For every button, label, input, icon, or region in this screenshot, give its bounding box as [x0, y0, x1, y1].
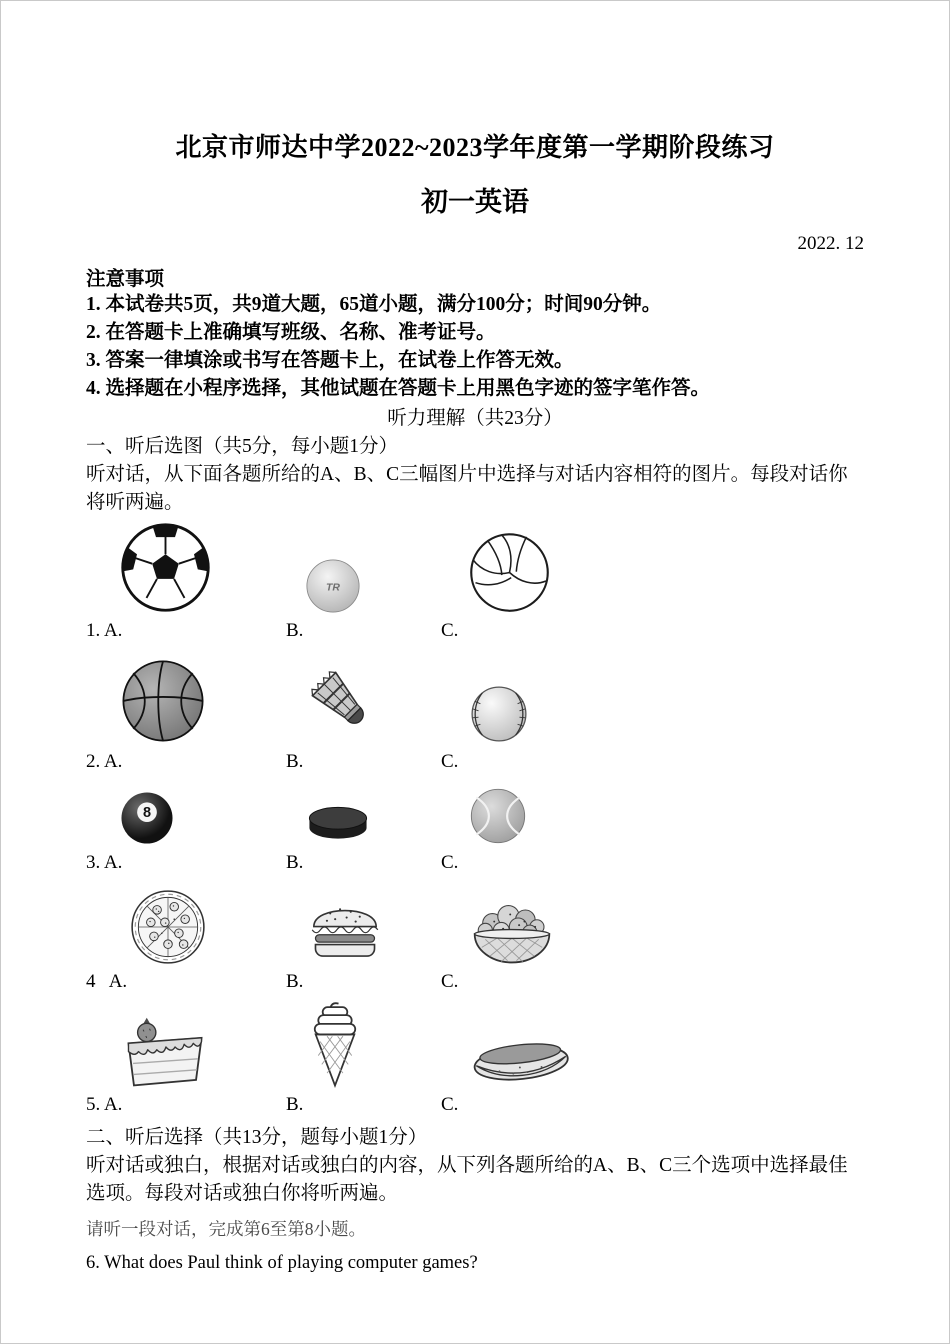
q1-option-b [286, 529, 441, 642]
eight-ball-icon [118, 789, 176, 847]
tennis-ball-icon [467, 785, 529, 847]
pizza-icon [118, 888, 218, 966]
question-row-5 [86, 1005, 864, 1116]
option-label-4a: 4 A. [86, 971, 128, 992]
salad-bowl-icon [467, 886, 557, 966]
part2-block [86, 1124, 864, 1276]
part1-instructions: 听对话，从下面各题所给的A、B、C三幅图片中选择与对话内容相符的图片。每段对话你将听两遍。 [86, 464, 848, 513]
q1-option-a [86, 529, 286, 642]
badminton-shuttlecock-icon [304, 664, 386, 746]
q2-option-a [86, 654, 286, 773]
hockey-puck-icon [304, 799, 372, 847]
option-label-4b: B. [286, 971, 304, 992]
q5-option-c [441, 1005, 864, 1116]
question-row-4 [86, 886, 864, 993]
question-6: 6. What does Paul think of playing computer games? [86, 1253, 478, 1273]
option-label-5b: B. [286, 1094, 304, 1115]
notices-heading: 注意事项 [86, 269, 165, 290]
q3-option-a [86, 785, 286, 874]
q4-option-b [286, 886, 441, 993]
cake-slice-icon [118, 1005, 212, 1089]
hot-dog-icon [467, 1033, 575, 1089]
table-tennis-ball-icon [304, 557, 362, 615]
svg-text:8: 8 [142, 804, 152, 821]
option-label-5a: 5. A. [86, 1094, 123, 1115]
soccer-ball-icon [118, 520, 213, 615]
q5-option-a [86, 1005, 286, 1116]
option-label-3a: 3. A. [86, 852, 123, 873]
q2-option-c [441, 654, 864, 773]
option-label-5c: C. [441, 1094, 459, 1115]
ice-cream-cone-icon [304, 1001, 366, 1089]
option-label-2b: B. [286, 751, 304, 772]
question-row-3 [86, 785, 864, 874]
option-label-4c: C. [441, 971, 459, 992]
baseball-icon [467, 682, 531, 746]
listening-section-heading: 听力理解（共23分） [387, 408, 563, 429]
part2-instructions: 听对话或独白，根据对话或独白的内容，从下列各题所给的A、B、C三个选项中选择最佳选项。每段对话或独白你将听两遍。 [86, 1155, 848, 1204]
notice-item-3: 3. 答案一律填涂或书写在答题卡上，在试卷上作答无效。 [86, 350, 574, 371]
q3-option-c [441, 785, 864, 874]
q4-option-c [441, 886, 864, 993]
q4-option-a [86, 886, 286, 993]
notice-item-1: 1. 本试卷共5页，共9道大题，65道小题，满分100分；时间90分钟。 [86, 294, 662, 315]
q1-option-c [441, 529, 864, 642]
option-label-2a: 2. A. [86, 751, 123, 772]
basketball-icon [118, 656, 208, 746]
notices-block [86, 263, 864, 403]
part2-heading: 二、听后选择（共13分，题每小题1分） [86, 1127, 428, 1148]
part1-heading: 一、听后选图（共5分，每小题1分） [86, 436, 399, 457]
option-label-1a: 1. A. [86, 620, 123, 641]
exam-date: 2022. 12 [797, 233, 864, 254]
option-label-1b: B. [286, 620, 304, 641]
q3-option-b [286, 785, 441, 874]
option-label-3b: B. [286, 852, 304, 873]
option-label-1c: C. [441, 620, 459, 641]
question-row-2 [86, 654, 864, 773]
notice-item-2: 2. 在答题卡上准确填写班级、名称、准考证号。 [86, 322, 496, 343]
hamburger-icon [304, 892, 386, 966]
q2-option-b [286, 654, 441, 773]
volleyball-icon [467, 530, 552, 615]
exam-title: 北京市师达中学2022~2023学年度第一学期阶段练习 [175, 133, 775, 162]
svg-text:TR: TR [326, 582, 340, 594]
option-label-2c: C. [441, 751, 459, 772]
question-row-1 [86, 529, 864, 642]
q5-option-b [286, 1005, 441, 1116]
option-label-3c: C. [441, 852, 459, 873]
dialogue-prompt: 请听一段对话，完成第6至第8小题。 [86, 1219, 366, 1239]
exam-subject: 初一英语 [421, 187, 529, 217]
notice-item-4: 4. 选择题在小程序选择，其他试题在答题卡上用黑色字迹的签字笔作答。 [86, 378, 711, 399]
